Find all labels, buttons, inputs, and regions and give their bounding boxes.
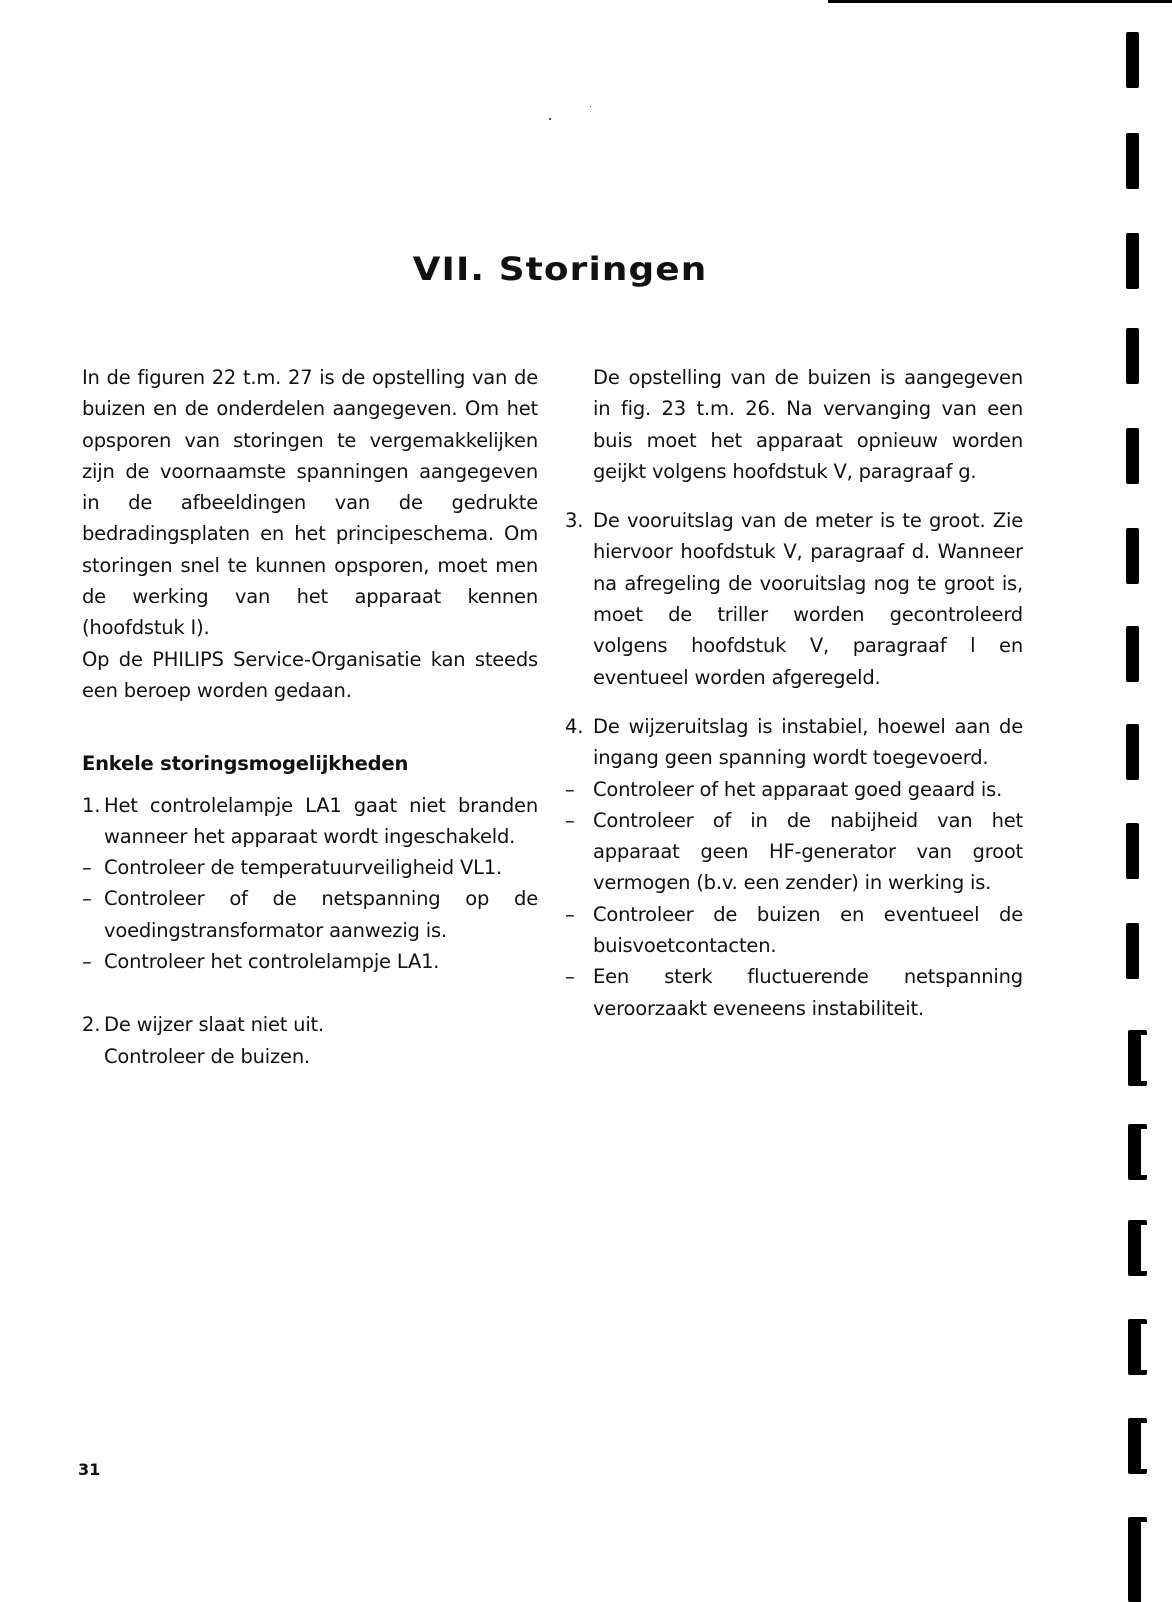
binding-tab-mark — [1126, 626, 1139, 682]
dash-marker: – — [565, 902, 575, 926]
binding-tab-mark — [1126, 923, 1139, 979]
section-subheading: Enkele storingsmogelijkheden — [82, 752, 409, 776]
dash-marker: – — [565, 808, 575, 832]
scan-speck — [590, 106, 591, 107]
check-item — [82, 946, 538, 977]
binding-tab-mark — [1128, 1319, 1147, 1375]
fault-followup — [82, 1041, 538, 1072]
fault-item-2 — [82, 1009, 538, 1040]
item-number: 4. — [565, 714, 584, 738]
page-number: 31 — [78, 1460, 101, 1479]
item-number: 3. — [565, 509, 584, 533]
fault-description: De wijzer slaat niet uit. — [104, 1013, 325, 1037]
left-column — [82, 362, 538, 1072]
chapter-title: VII. Storingen — [412, 250, 708, 288]
binding-tab-mark — [1126, 328, 1139, 384]
dash-marker: – — [565, 777, 575, 801]
binding-tab-mark — [1126, 823, 1139, 879]
dash-marker: – — [565, 965, 575, 989]
dash-marker: – — [82, 887, 92, 911]
binding-tab-mark — [1128, 1030, 1147, 1086]
scan-speck — [549, 118, 551, 120]
binding-tab-mark — [1128, 1517, 1147, 1602]
binding-tab-mark — [1126, 428, 1139, 484]
fault-description: De wijzeruitslag is instabiel, hoewel aan de ingang geen spanning wordt toegevoerd. — [593, 714, 1023, 770]
continuation-block — [565, 362, 1023, 487]
binding-tab-mark — [1126, 528, 1139, 584]
binding-tab-mark — [1126, 32, 1139, 88]
binding-tab-mark — [1126, 724, 1139, 780]
binding-tab-mark — [1126, 133, 1139, 189]
check-item — [82, 883, 538, 946]
binding-tab-mark — [1126, 233, 1139, 289]
check-item — [565, 961, 1023, 1024]
binding-tab-mark — [1128, 1418, 1147, 1474]
spacer — [82, 977, 538, 1009]
item-number: 2. — [82, 1013, 101, 1037]
check-item — [565, 774, 1023, 805]
check-text: Een sterk fluctuerende netspanning veroorzaakt eveneens instabiliteit. — [593, 965, 1023, 1020]
fault-item-3 — [565, 505, 1023, 693]
check-text: Controleer de buizen en eventueel de buisvoetcontacten. — [593, 902, 1023, 958]
dash-marker: – — [82, 856, 92, 880]
spacer — [565, 693, 1023, 711]
check-text: Controleer of in de nabijheid van het apparaat geen HF-generator van groot vermogen (b.v. een zender) in werking is. — [593, 808, 1023, 895]
dash-marker: – — [82, 950, 92, 974]
binding-tab-mark — [1128, 1220, 1147, 1276]
service-paragraph: Op de PHILIPS Service-Organisatie kan steeds een beroep worden gedaan. — [82, 647, 538, 702]
fault-item-4 — [565, 711, 1023, 774]
followup-text: Controleer de buizen. — [104, 1044, 311, 1068]
intro-paragraph: In de figuren 22 t.m. 27 is de opstelling van de buizen en de onderdelen aangegeven. Om het opsporen van storingen te vergemakkelijken zijn de voornaamste spanningen aangegeven in de afbeeldingen van de gedrukte bedradingsplaten en het principeschema. Om storingen snel te kunnen opsporen, moet men de werking van het apparaat kennen (hoofdstuk I). — [82, 366, 538, 640]
fault-description: Het controlelampje LA1 gaat niet branden wanneer het apparaat wordt ingeschakeld. — [104, 793, 538, 848]
check-item — [565, 899, 1023, 962]
check-text: Controleer of de netspanning op de voedingstransformator aanwezig is. — [104, 887, 538, 942]
item-number: 1. — [82, 793, 101, 817]
spacer — [565, 487, 1023, 505]
fault-description: De vooruitslag van de meter is te groot. Zie hiervoor hoofdstuk V, paragraaf d. Wanneer na afregeling de vooruitslag nog te groot is, moet de triller worden gecontroleerd volgens hoofdstuk V, paragraaf l en eventueel worden afgeregeld. — [593, 509, 1023, 689]
check-item — [82, 852, 538, 883]
check-text: Controleer het controlelampje LA1. — [104, 950, 440, 974]
check-text: Controleer de temperatuurveiligheid VL1. — [104, 856, 502, 880]
right-column — [565, 362, 1023, 1024]
top-edge-rule — [828, 0, 1172, 3]
fault-item-1 — [82, 790, 538, 853]
check-text: Controleer of het apparaat goed geaard is. — [593, 777, 1003, 801]
binding-tab-mark — [1128, 1124, 1147, 1180]
binding-tab-strip — [1126, 0, 1172, 1597]
check-item — [565, 805, 1023, 899]
continuation-paragraph: De opstelling van de buizen is aangegeven in fig. 23 t.m. 26. Na vervanging van een buis moet het apparaat opnieuw worden geijkt volgens hoofdstuk V, paragraaf g. — [593, 366, 1023, 483]
